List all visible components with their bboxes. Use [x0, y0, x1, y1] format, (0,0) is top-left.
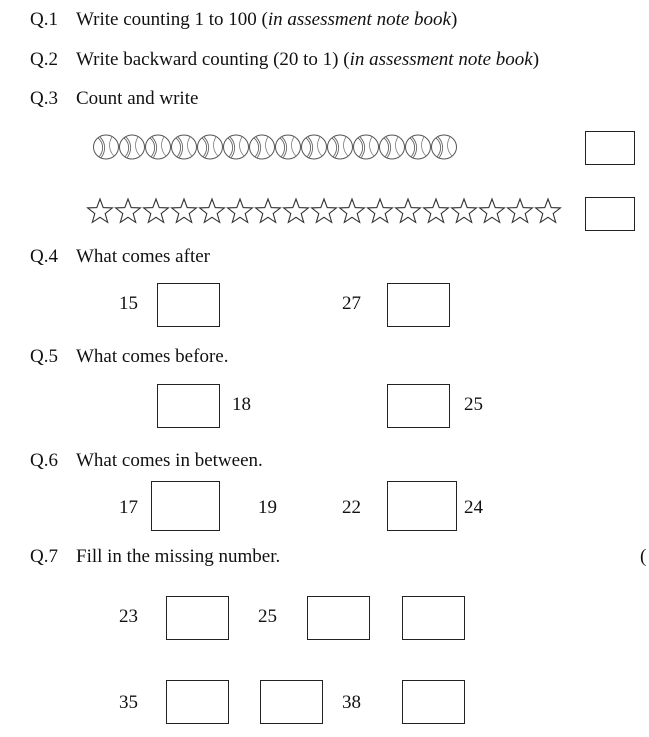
ball-icon [300, 133, 328, 161]
question-3 [30, 88, 198, 110]
ball-icon [326, 133, 354, 161]
answer-box[interactable] [387, 283, 450, 327]
answer-box[interactable] [260, 680, 323, 724]
question-6 [30, 450, 263, 472]
question-7 [30, 546, 280, 568]
number-label: 27 [342, 293, 361, 314]
number-label: 17 [119, 497, 138, 518]
question-text: Write counting 1 to 100 ( [76, 9, 268, 30]
number-label: 25 [258, 606, 277, 627]
question-4 [30, 246, 210, 268]
answer-box[interactable] [151, 481, 220, 531]
star-outline-icon [422, 197, 450, 225]
question-number: Q.4 [30, 246, 58, 267]
question-text: What comes before. [76, 346, 229, 367]
number-label: 19 [258, 497, 277, 518]
question-1 [30, 9, 457, 31]
star-row [86, 197, 562, 225]
number-label: 24 [464, 497, 483, 518]
question-number: Q.6 [30, 450, 58, 471]
number-label: 35 [119, 692, 138, 713]
ball-icon [92, 133, 120, 161]
star-outline-icon [114, 197, 142, 225]
number-label: 25 [464, 394, 483, 415]
answer-box[interactable] [166, 680, 229, 724]
star-outline-icon [506, 197, 534, 225]
star-outline-icon [282, 197, 310, 225]
star-outline-icon [198, 197, 226, 225]
question-close: ) [532, 49, 540, 70]
question-5 [30, 346, 228, 368]
star-outline-icon [254, 197, 282, 225]
star-outline-icon [170, 197, 198, 225]
ball-icon [118, 133, 146, 161]
star-outline-icon [450, 197, 478, 225]
star-outline-icon [478, 197, 506, 225]
star-outline-icon [534, 197, 562, 225]
number-label: 23 [119, 606, 138, 627]
answer-box-balls[interactable] [585, 131, 635, 165]
star-outline-icon [310, 197, 338, 225]
question-number: Q.5 [30, 346, 58, 367]
number-label: 15 [119, 293, 138, 314]
question-text: What comes in between. [76, 450, 263, 471]
question-2 [30, 49, 539, 71]
question-text: Fill in the missing number. [76, 546, 281, 567]
ball-row [92, 133, 456, 161]
answer-box[interactable] [157, 384, 220, 428]
ball-icon [378, 133, 406, 161]
ball-icon [196, 133, 224, 161]
star-outline-icon [366, 197, 394, 225]
number-label: 22 [342, 497, 361, 518]
star-outline-icon [86, 197, 114, 225]
star-outline-icon [226, 197, 254, 225]
answer-box[interactable] [387, 481, 457, 531]
question-number: Q.7 [30, 546, 58, 567]
ball-icon [404, 133, 432, 161]
question-text: Count and write [76, 88, 199, 109]
question-number: Q.2 [30, 49, 58, 70]
ball-icon [248, 133, 276, 161]
answer-box[interactable] [402, 680, 465, 724]
ball-icon [222, 133, 250, 161]
question-number: Q.3 [30, 88, 58, 109]
answer-box[interactable] [307, 596, 370, 640]
star-outline-icon [338, 197, 366, 225]
number-label: 18 [232, 394, 251, 415]
star-outline-icon [142, 197, 170, 225]
ball-icon [170, 133, 198, 161]
ball-icon [144, 133, 172, 161]
number-label: 38 [342, 692, 361, 713]
question-close: ) [450, 9, 458, 30]
answer-box[interactable] [166, 596, 229, 640]
answer-box[interactable] [157, 283, 220, 327]
star-outline-icon [394, 197, 422, 225]
question-note: in assessment note book [267, 9, 451, 30]
answer-box[interactable] [402, 596, 465, 640]
question-text: Write backward counting (20 to 1) ( [76, 49, 350, 70]
answer-box-stars[interactable] [585, 197, 635, 231]
ball-icon [352, 133, 380, 161]
ball-icon [430, 133, 458, 161]
question-text: What comes after [76, 246, 210, 267]
ball-icon [274, 133, 302, 161]
question-note: in assessment note book [349, 49, 533, 70]
question-number: Q.1 [30, 9, 58, 30]
margin-bracket: ( [640, 546, 647, 567]
answer-box[interactable] [387, 384, 450, 428]
